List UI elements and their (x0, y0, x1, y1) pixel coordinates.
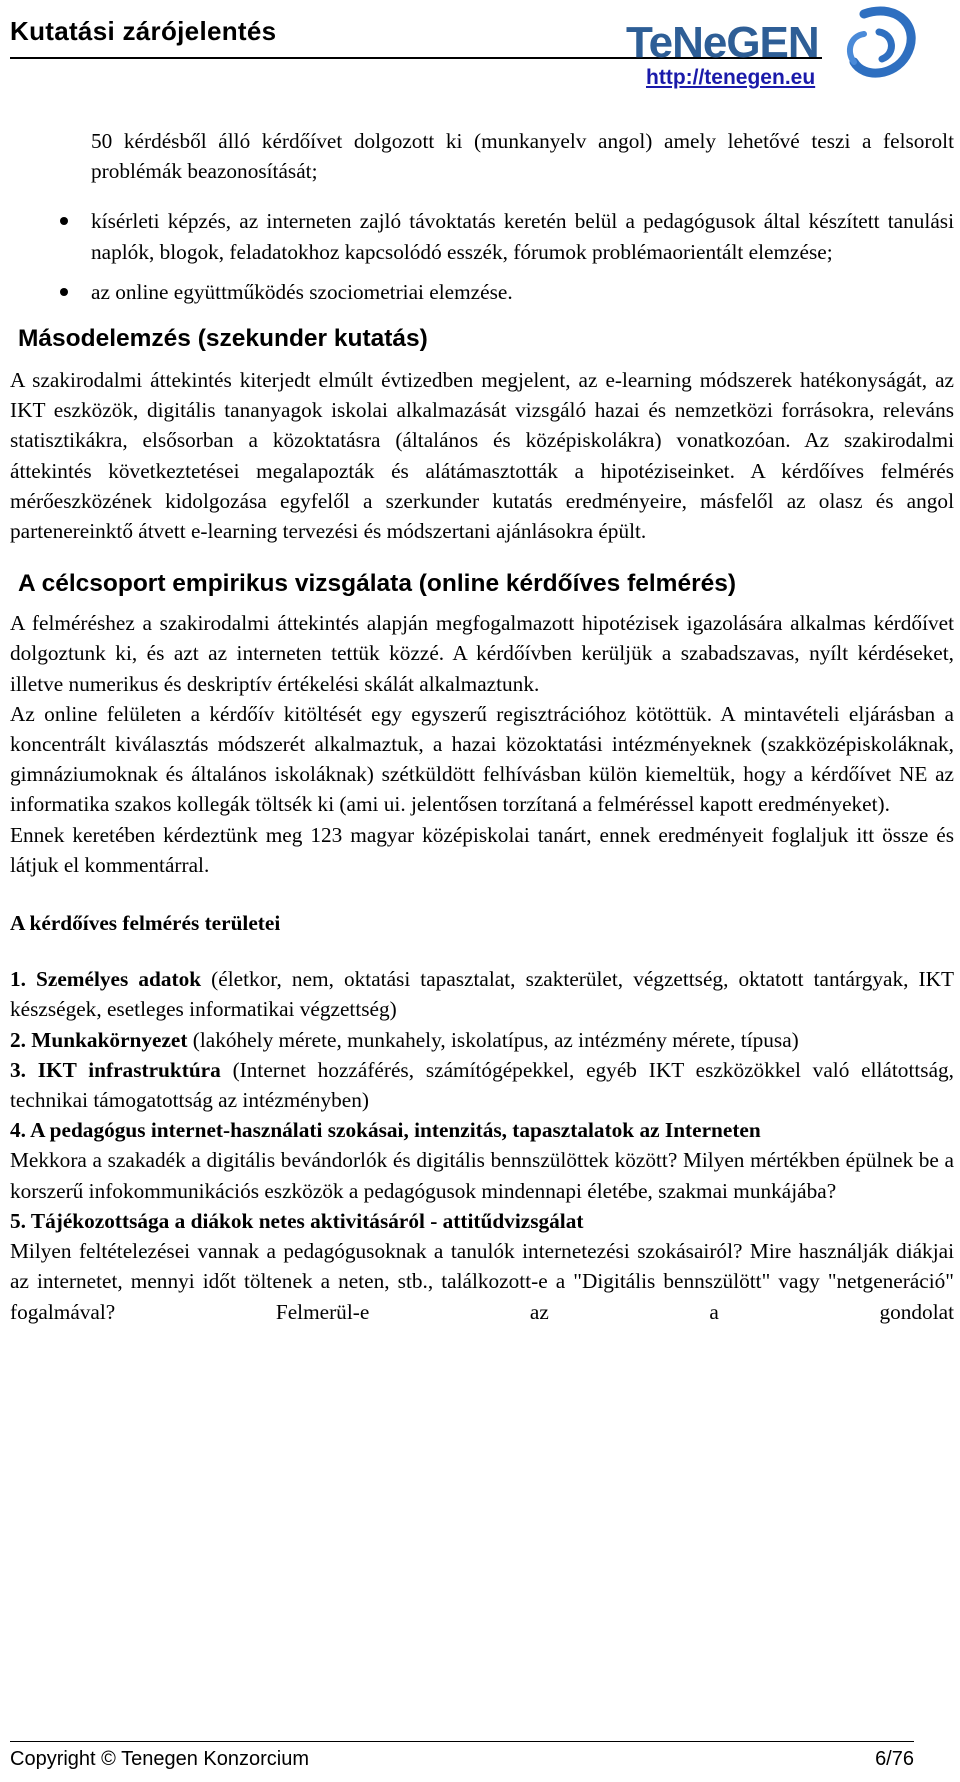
area-text: (életkor, nem, oktatási tapasztalat, szakterület, végzettség, oktatott tantárgyak, IKT készségek, esetleges informatikai végzettség) (10, 967, 954, 1022)
copyright-text: Copyright © Tenegen Konzorcium (10, 1748, 309, 1770)
area-text: Milyen feltételezései vannak a pedagógusoknak a tanulók internetezési szokásairól? Mire használják diákjai az internetet, mennyi időt töltenek a neten, stb., találkozott-e a "Digitális bennszülött" vagy "netgeneráció" fogalmával? Felmerül-e az a gondolat (10, 1239, 954, 1324)
bullet-icon (60, 288, 68, 296)
bullet-icon (60, 217, 68, 225)
areas-list (10, 964, 954, 1326)
logo-swirl-icon (824, 4, 924, 90)
area-text: Mekkora a szakadék a digitális bevándorlók és digitális bennszülöttek között? Milyen mértékben épülnek be a korszerű infokommunikációs eszközök a pedagógusok mindennapi életébe, szakmai munkájába? (10, 1148, 954, 1203)
area-title: 3. IKT infrastruktúra (10, 1057, 221, 1082)
list-item (10, 277, 954, 307)
area-title: 5. Tájékozottsága a diákok netes aktivitásáról - attitűdvizsgálat (10, 1208, 584, 1233)
area-title: 1. Személyes adatok (10, 967, 202, 992)
section-heading-empirical-study: A célcsoport empirikus vizsgálata (online kérdőíves felmérés) (18, 570, 737, 598)
website-link[interactable]: http://tenegen.eu (646, 66, 816, 89)
areas-heading: A kérdőíves felmérés területei (10, 911, 281, 936)
section-paragraph: A felméréshez a szakirodalmi áttekintés alapján megfogalmazott hipotézisek igazolására alkalmas kérdőívet dolgoztunk ki, és azt az interneten tettük közzé. A kérdőívben kerüljük a szabadszavas, nyílt kérdéseket, illetve numerikus és deskriptív értékelési skálát alkalmaztunk. (10, 611, 954, 696)
section-paragraph: Ennek keretében kérdeztünk meg 123 magyar középiskolai tanárt, ennek eredményeit foglaljuk itt össze és látjuk el kommentárral. (10, 822, 954, 877)
intro-continuation: 50 kérdésből álló kérdőívet dolgozott ki (munkanyelv angol) amely lehetővé teszi a felsorolt problémák beazonosítását; (91, 129, 954, 184)
tenegen-logo (626, 4, 950, 90)
bullet-text: az online együttműködés szociometriai elemzése. (91, 279, 513, 304)
list-item-continuation (10, 126, 954, 186)
page-footer (10, 1748, 914, 1771)
list-item (10, 1025, 954, 1055)
area-text: (Internet hozzáférés, számítógépekkel, egyéb IKT eszközökkel való ellátottság, technikai támogatottság az intézményben) (10, 1057, 954, 1113)
list-item (10, 964, 954, 1024)
logo-text: TeNeGEN (626, 18, 819, 67)
report-title: Kutatási zárójelentés (10, 16, 277, 46)
list-item (10, 1055, 954, 1115)
bullet-text: kísérleti képzés, az interneten zajló távoktatás keretén belül a pedagógusok által készített tanulási naplók, blogok, feladatokhoz kapcsolódó esszék, fórumok problémaorientált elemzése; (91, 209, 954, 264)
area-title: 2. Munkakörnyezet (10, 1027, 188, 1052)
section-paragraph: Az online felületen a kérdőív kitöltését egy egyszerű regisztrációhoz kötöttük. A mintavételi eljárásban a koncentrált kiválasztás módszerét alkalmaztuk, a hazai közoktatási intézményeknek (szakközépiskoláknak, gimnáziumoknak és általános iskoláknak) szétküldött felhívásban külön kiemeltük, hogy a kérdőívet NE az informatika szakos kollegák töltsék ki (ami ui. jelentősen torzítaná a felméréssel kapott eredményeket). (10, 701, 954, 817)
page-number: 6/76 (875, 1748, 914, 1770)
footer-divider (10, 1741, 914, 1742)
area-text: (lakóhely mérete, munkahely, iskolatípus, az intézmény mérete, típusa) (187, 1027, 799, 1052)
section-heading-secondary-analysis: Másodelemzés (szekunder kutatás) (18, 325, 428, 353)
area-title: 4. A pedagógus internet-használati szokásai, intenzitás, tapasztalatok az Interneten (10, 1118, 761, 1143)
section-paragraph: A szakirodalmi áttekintés kiterjedt elmúlt évtizedben megjelent, az e-learning módszerek hatékonyságát, az IKT eszközök, digitális tananyagok iskolai alkalmazását vizsgáló hazai és nemzetközi forrásokra, releváns statisztikákra, elsősorban a közoktatásra (általános és középiskolákra) vonatkozóan. Az szakirodalmi áttekintés következtetései megalapozták és alátámasztották a hipotéziseinket. A kérdőíves felmérés mérőeszközének kidolgozása egyfelől a szerkunder kutatás eredményeire, másfelől az olasz és angol partenereinktő átvett e-learning tervezési és módszertani ajánlásokra épült. (10, 368, 954, 544)
page-content (10, 126, 954, 1327)
list-item (10, 206, 954, 266)
